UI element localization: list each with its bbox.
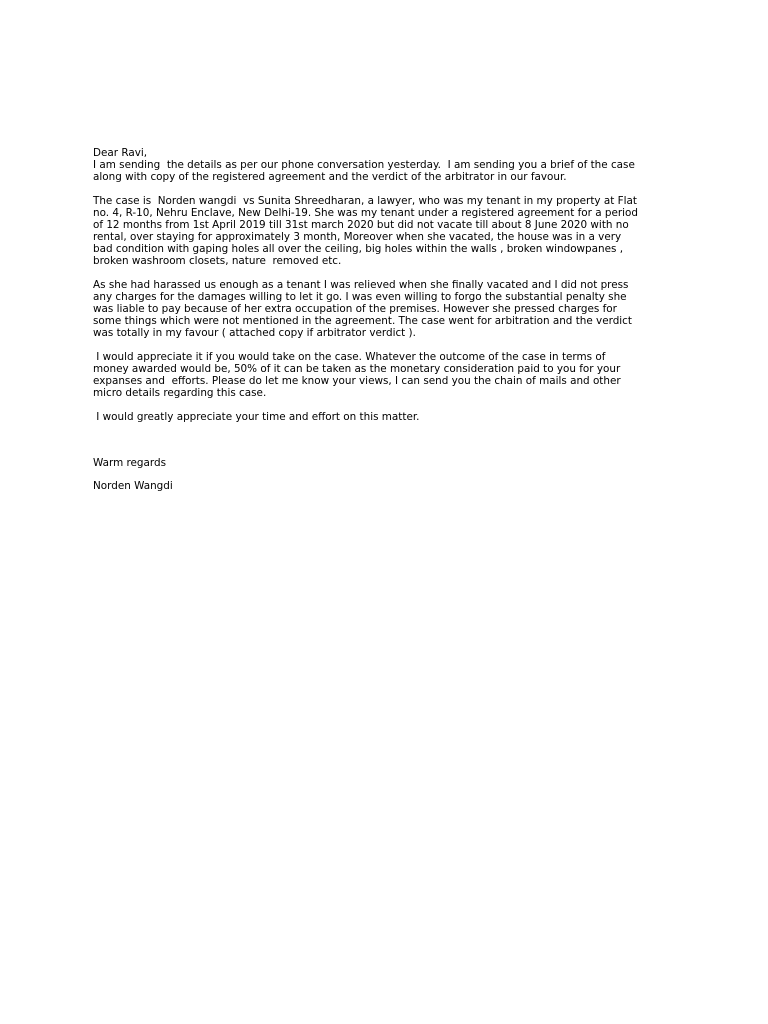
intro-line: I am sending the details as per our phone conversation yesterday. I am sending you a brief of the case: [93, 159, 635, 171]
signature-name: Norden Wangdi: [93, 480, 173, 492]
signature-spacer: [93, 469, 683, 480]
request-paragraph: [93, 351, 683, 399]
harass-line: some things which were not mentioned in the agreement. The case went for arbitration and the verdict: [93, 315, 632, 327]
request-line: money awarded would be, 50% of it can be taken as the monetary consideration paid to you for your: [93, 363, 621, 375]
appreciation-line: I would greatly appreciate your time and effort on this matter.: [93, 411, 420, 423]
harass-paragraph: [93, 279, 683, 339]
case-line: of 12 months from 1st April 2019 till 31st march 2020 but did not vacate till about 8 June 2020 with no: [93, 219, 629, 231]
request-line: expanses and efforts. Please do let me know your views, I can send you the chain of mails and other: [93, 375, 621, 387]
request-line: micro details regarding this case.: [93, 387, 267, 399]
letter-body: [93, 147, 683, 492]
request-line: I would appreciate it if you would take on the case. Whatever the outcome of the case in terms of: [93, 351, 606, 363]
harass-line: As she had harassed us enough as a tenant I was relieved when she finally vacated and I did not press: [93, 279, 629, 291]
paragraph-spacer: [93, 267, 683, 279]
paragraph-spacer: [93, 399, 683, 411]
harass-line: was totally in my favour ( attached copy if arbitrator verdict ).: [93, 327, 416, 339]
paragraph-spacer: [93, 183, 683, 195]
case-paragraph: [93, 195, 683, 267]
case-line: The case is Norden wangdi vs Sunita Shreedharan, a lawyer, who was my tenant in my property at Flat: [93, 195, 637, 207]
case-line: rental, over staying for approximately 3 month, Moreover when she vacated, the house was in a very: [93, 231, 622, 243]
intro-paragraph: [93, 159, 683, 183]
harass-line: was liable to pay because of her extra occupation of the premises. However she pressed charges for: [93, 303, 617, 315]
closing-line: Warm regards: [93, 457, 166, 469]
salutation: Dear Ravi,: [93, 147, 148, 159]
paragraph-spacer: [93, 339, 683, 351]
intro-line: along with copy of the registered agreement and the verdict of the arbitrator in our favour.: [93, 171, 567, 183]
case-line: bad condition with gaping holes all over the ceiling, big holes within the walls , broken windowpanes ,: [93, 243, 624, 255]
case-line: broken washroom closets, nature removed etc.: [93, 255, 342, 267]
case-line: no. 4, R-10, Nehru Enclave, New Delhi-19. She was my tenant under a registered agreement for a period: [93, 207, 639, 219]
harass-line: any charges for the damages willing to let it go. I was even willing to forgo the substantial penalty she: [93, 291, 627, 303]
closing-spacer: [93, 423, 683, 457]
